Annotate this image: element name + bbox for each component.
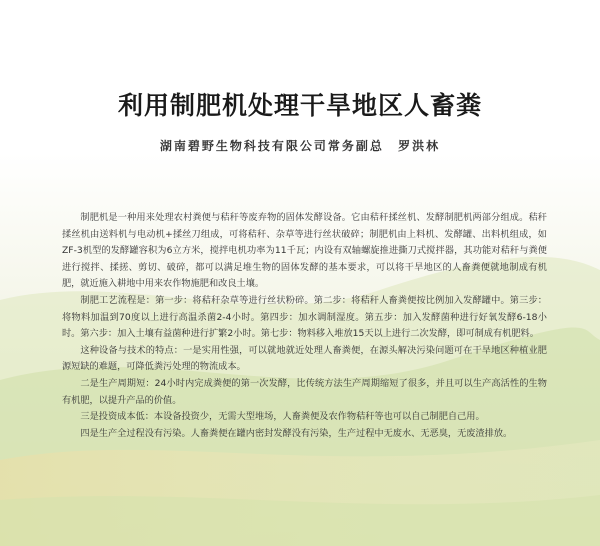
- article-body: [62, 210, 547, 442]
- article-title: 利用制肥机处理干旱地区人畜粪: [117, 91, 482, 120]
- author-name: 罗洪林: [398, 139, 441, 153]
- body-paragraph: 制肥工艺流程是：第一步：将秸秆杂草等进行丝状粉碎。第二步：将秸秆人畜粪便按比例加入发酵罐中。第三步：将物料加温到70度以上进行高温杀菌2-4小时。第四步：加水调制湿度。第五步：加入发酵菌种进行好氧发酵6-18小时。第六步：加入土壤有益菌种进行扩繁2小时。第七步：物料移入堆放15天以上进行二次发酵，即可制成有机肥料。: [62, 294, 547, 340]
- body-paragraph: 二是生产周期短：24小时内完成粪便的第一次发酵，比传统方法生产周期缩短了很多，并且可以生产高活性的生物有机肥，以提升产品的价值。: [62, 377, 547, 406]
- body-paragraph: 四是生产全过程没有污染。人畜粪便在罐内密封发酵没有污染，生产过程中无废水、无恶臭，无废渣排放。: [80, 427, 513, 439]
- byline: [0, 137, 600, 154]
- body-paragraph: 这种设备与技术的特点：一是实用性强，可以就地就近处理人畜粪便，在源头解决污染问题可在干旱地区种植业肥源短缺的难题，可降低粪污处理的物流成本。: [62, 344, 547, 373]
- body-paragraph: 三是投资成本低：本设备投资少，无需大型堆场，人畜粪便及农作物秸秆等也可以自己制肥自己用。: [80, 411, 485, 423]
- author-organization: 湖南碧野生物科技有限公司常务副总: [159, 139, 384, 153]
- body-paragraph: 制肥机是一种用来处理农村粪便与秸秆等废弃物的固体发酵设备。它由秸秆揉丝机、发酵制肥机两部分组成。秸秆揉丝机由送料机与电动机+揉丝刀组成，可将秸秆、杂草等进行丝状破碎；制肥机由上料机、发酵罐、出料机组成，如ZF-3机型的发酵罐容积为6立方米，搅拌电机功率为11千瓦；内设有双轴螺旋推进撕刀式搅拌器，其功能对秸秆与粪便进行搅拌、揉搓、剪切、破碎，都可以满足堆生物的固体发酵的基本要求，可以将干旱地区的人畜粪便就地制成有机肥，就近施入耕地中用来农作物施肥和改良土壤。: [62, 212, 547, 290]
- field-shape: [0, 495, 600, 546]
